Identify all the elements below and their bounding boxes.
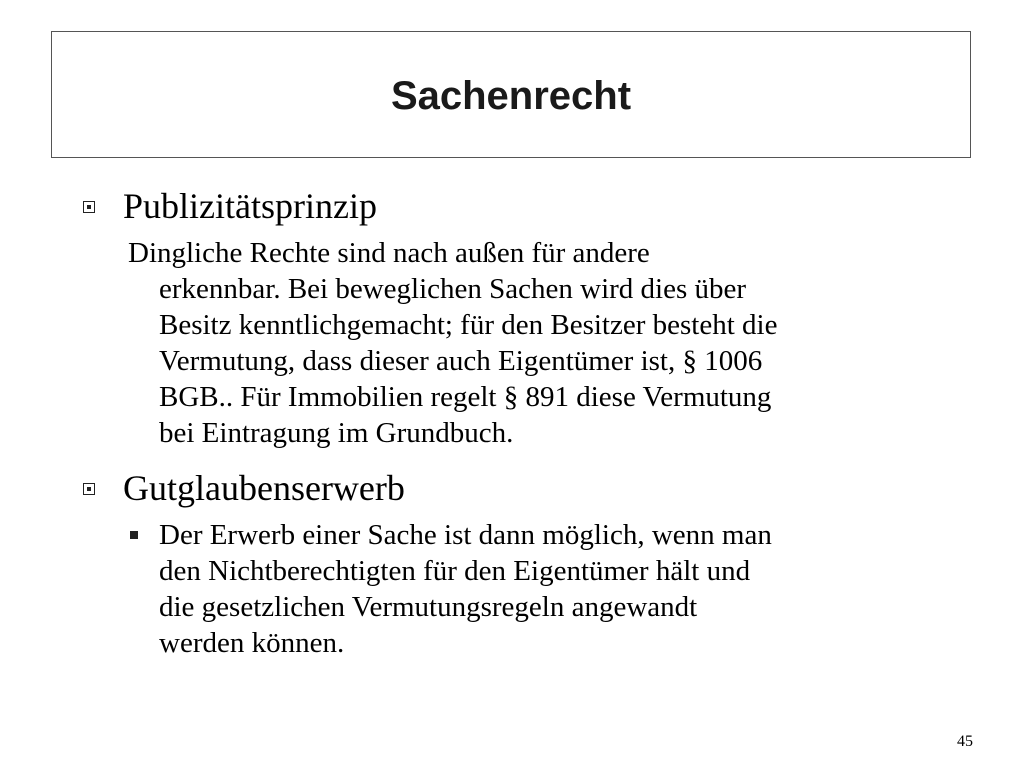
page-number: 45 <box>957 733 973 750</box>
list-item-line: werden können. <box>159 627 345 659</box>
paragraph-line: BGB.. Für Immobilien regelt § 891 diese Vermutung <box>159 381 772 413</box>
list-item-line: den Nichtberechtigten für den Eigentümer hält und <box>159 555 751 587</box>
paragraph-line: erkennbar. Bei beweglichen Sachen wird dies über <box>159 273 747 305</box>
section-heading-publizitaetsprinzip: Publizitätsprinzip <box>123 186 377 226</box>
small-square-bullet-icon <box>130 531 138 539</box>
paragraph-line: Dingliche Rechte sind nach außen für andere <box>128 237 650 269</box>
square-bullet-icon <box>83 483 95 495</box>
list-item-line: die gesetzlichen Vermutungsregeln angewandt <box>159 591 698 623</box>
paragraph-line: Vermutung, dass dieser auch Eigentümer ist, § 1006 <box>159 345 763 377</box>
square-bullet-icon <box>83 201 95 213</box>
paragraph-line: Besitz kenntlichgemacht; für den Besitzer besteht die <box>159 309 778 341</box>
section-heading-gutglaubenserwerb: Gutglaubenserwerb <box>123 468 405 508</box>
paragraph-line: bei Eintragung im Grundbuch. <box>159 417 514 449</box>
slide-title: Sachenrecht <box>390 74 632 118</box>
list-item-line: Der Erwerb einer Sache ist dann möglich, wenn man <box>159 519 772 551</box>
